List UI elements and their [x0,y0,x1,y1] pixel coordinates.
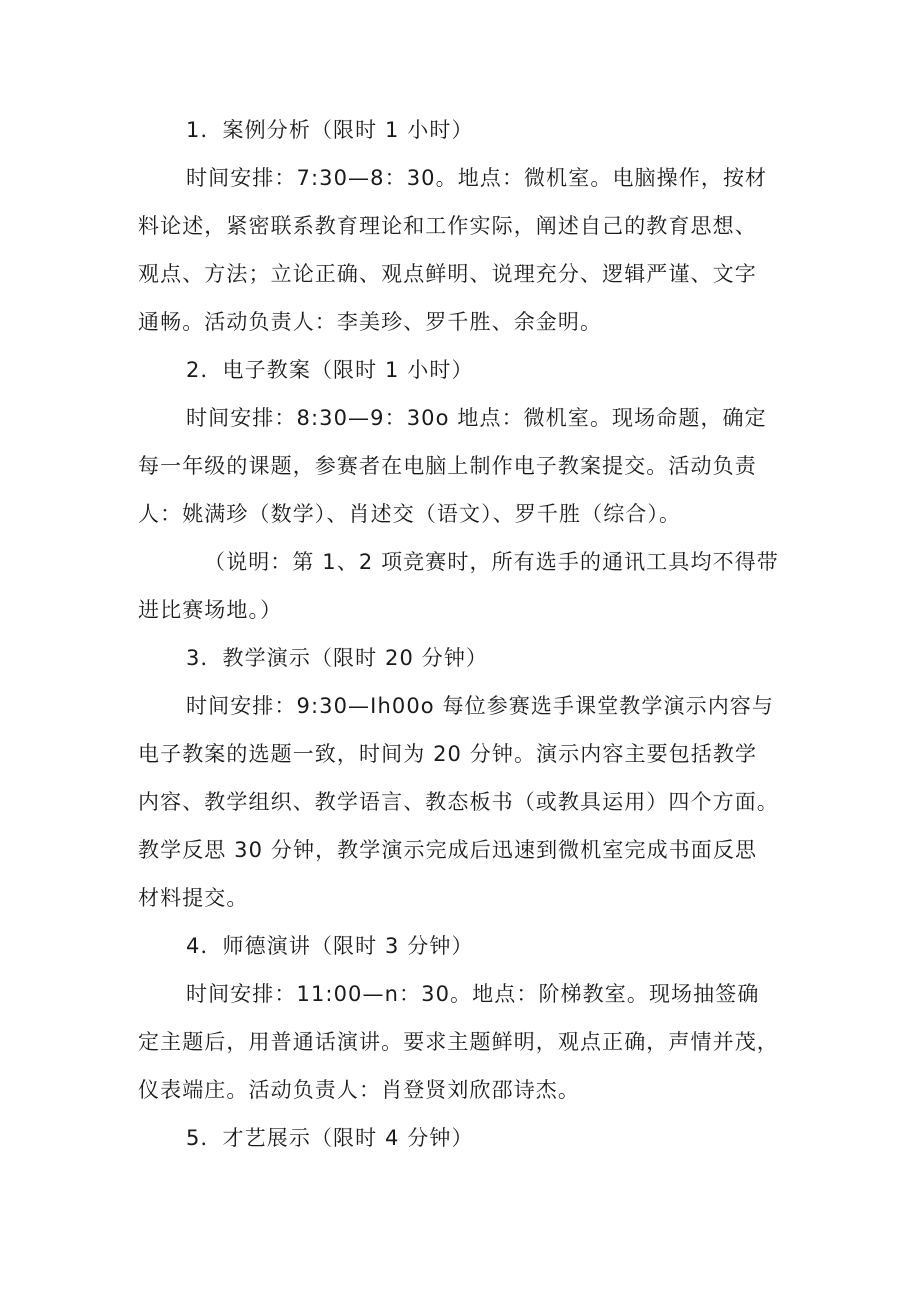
paragraph-line: 料论述，紧密联系教育理论和工作实际，阐述自己的教育思想、 [138,214,757,238]
paragraph-line: 时间安排：9:30—Ih00o 每位参赛选手课堂教学演示内容与 [186,694,775,718]
note-line: （说明：第 1、2 项竞赛时，所有选手的通讯工具均不得带 [204,550,779,574]
paragraph-line: 内容、教学组织、教学语言、教态板书（或教具运用）四个方面。 [138,790,779,814]
paragraph-line: 时间安排：8:30—9：30o 地点：微机室。现场命题，确定 [186,406,767,430]
note-line: 进比赛场地。） [138,598,283,622]
paragraph-line: 通畅。活动负责人：李美珍、罗千胜、余金明。 [138,310,603,334]
paragraph-line: 电子教案的选题一致，时间为 20 分钟。演示内容主要包括教学 [138,742,758,766]
paragraph-line: 时间安排：11:00—n：30。地点：阶梯教室。现场抽签确 [186,982,760,1006]
paragraph-line: 定主题后，用普通话演讲。要求主题鲜明，观点正确，声情并茂， [138,1030,779,1054]
paragraph-line: 教学反思 30 分钟，教学演示完成后迅速到微机室完成书面反思 [138,838,758,862]
paragraph-line: 时间安排：7:30—8：30。地点：微机室。电脑操作，按材 [186,166,768,190]
section-heading-teaching-demo: 3．教学演示（限时 20 分钟） [186,646,489,670]
section-heading-case-analysis: 1．案例分析（限时 1 小时） [186,118,474,142]
paragraph-line: 材料提交。 [138,886,249,910]
section-heading-electronic-lesson-plan: 2．电子教案（限时 1 小时） [186,358,474,382]
paragraph-line: 人：姚满珍（数学）、肖述交（语文）、罗千胜（综合）。 [138,502,682,526]
section-heading-ethics-speech: 4．师德演讲（限时 3 分钟） [186,934,474,958]
paragraph-line: 观点、方法；立论正确、观点鲜明、说理充分、逻辑严谨、文字 [138,262,757,286]
document-body [138,110,788,1166]
paragraph-line: 仪表端庄。活动负责人：肖登贤刘欣邵诗杰。 [138,1078,580,1102]
paragraph-line: 每一年级的课题，参赛者在电脑上制作电子教案提交。活动负责 [138,454,757,478]
section-heading-talent-show: 5．才艺展示（限时 4 分钟） [186,1126,474,1150]
